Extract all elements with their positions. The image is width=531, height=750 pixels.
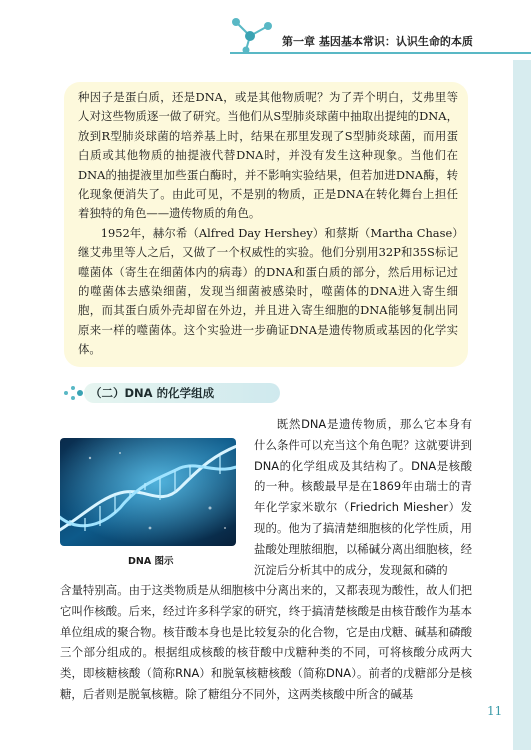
- reading-text: [78, 88, 458, 360]
- dna-helix-illustration: [60, 438, 236, 546]
- chapter-title: 第一章 基因基本常识：认识生命的本质: [282, 35, 473, 48]
- section-heading-label: （二）DNA 的化学组成: [90, 386, 215, 400]
- reading-paragraph: 1952年，赫尔希（Alfred Day Hershey）和蔡斯（Martha Chase）继艾弗里等人之后，又做了一个权威性的实验。他们分别用32P和35S标记噬菌体（寄生在细菌体内的病毒）的DNA和蛋白质的部分，然后用标记过的噬菌体去感染细菌，发现当细菌被感染时，噬菌体的DNA进入寄生细胞，而其蛋白质外壳却留在外边，并且进入寄生细胞的DNA能够复制出同原来一样的噬菌体。这个实验进一步确证DNA是遗传物质或基因的化学实体。: [78, 225, 458, 357]
- page-number: 11: [487, 704, 503, 718]
- section-heading: [74, 381, 274, 405]
- page-edge-bar: [513, 60, 531, 750]
- molecule-icon: [226, 12, 282, 56]
- bottom-text: [60, 580, 472, 705]
- side-paragraph: 既然DNA是遗传物质，那么它本身有什么条件可以充当这个角色呢？这就要讲到DNA的化学组成及其结构了。DNA是核酸的一种。核酸最早是在1869年由瑞士的青年化学家米歇尔（Friedrich Miesher）发现的。他为了搞清楚细胞核的化学性质，用盐酸处理脓细胞，以稀碱分离出细胞核，经沉淀后分析其中的成分，发现氮和磷的: [254, 417, 472, 577]
- dna-figure: [60, 438, 236, 546]
- figure-caption: DNA 图示: [128, 556, 174, 567]
- bottom-paragraph: 含量特别高。由于这类物质是从细胞核中分离出来的，又都表现为酸性，故人们把它叫作核酸。后来，经过许多科学家的研究，终于搞清楚核酸是由核苷酸作为基本单位组成的聚合物。核苷酸本身也是比较复杂的化合物，它是由戊糖、碱基和磷酸三个部分组成的。根据组成核酸的核苷酸中戊糖种类的不同，可将核酸分成两大类，即核糖核酸（简称RNA）和脱氧核糖核酸（简称DNA）。前者的戊糖部分是核糖，后者则是脱氧核糖。除了糖组分不同外，这两类核酸中所含的碱基: [60, 583, 472, 701]
- side-text: [254, 414, 472, 580]
- reading-paragraph: 种因子是蛋白质，还是DNA，或是其他物质呢？为了弄个明白，艾弗里等人对这些物质逐一做了研究。当他们从S型肺炎球菌中抽取出提纯的DNA，放到R型肺炎球菌的培养基上时，结果在那里发现了S型肺炎球菌，而用蛋白质或其他物质的抽提液代替DNA时，并没有发生这种现象。当他们在DNA的抽提液里加些蛋白酶时，并不影响实验结果，但若加进DNA酶，转化现象便消失了。由此可见，不是别的物质，正是DNA在转化舞台上担任着独特的角色——遗传物质的角色。: [78, 90, 458, 221]
- header-rule: [230, 52, 531, 54]
